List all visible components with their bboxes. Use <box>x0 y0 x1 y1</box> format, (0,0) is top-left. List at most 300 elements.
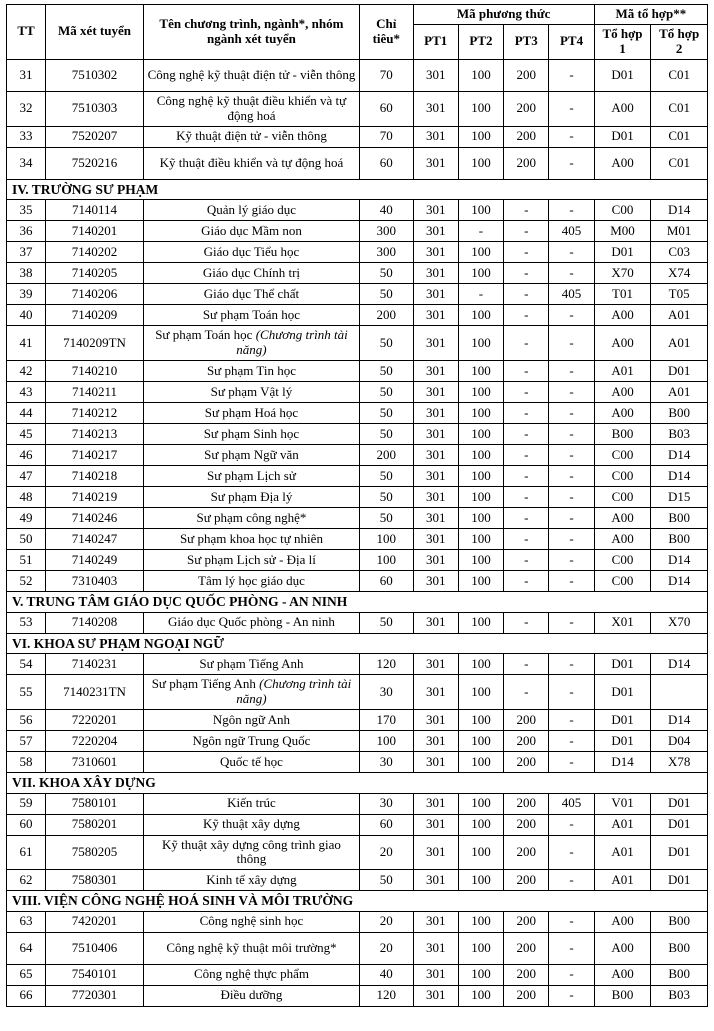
cell-tt: 59 <box>7 793 46 814</box>
cell-program: Giáo dục Tiểu học <box>143 242 359 263</box>
cell-quota: 30 <box>360 751 414 772</box>
table-row <box>7 147 708 179</box>
cell-combo1: B00 <box>594 985 651 1006</box>
cell-combo1: X01 <box>594 612 651 633</box>
cell-quota: 50 <box>360 508 414 529</box>
cell-tt: 39 <box>7 284 46 305</box>
cell-tt: 57 <box>7 730 46 751</box>
cell-code: 7140217 <box>46 445 144 466</box>
table-row <box>7 985 708 1006</box>
cell-program: Giáo dục Thể chất <box>143 284 359 305</box>
cell-pt1: 301 <box>413 709 458 730</box>
cell-tt: 38 <box>7 263 46 284</box>
cell-pt1: 301 <box>413 361 458 382</box>
header-row-1 <box>7 5 708 25</box>
cell-combo2: D01 <box>651 793 708 814</box>
cell-pt3: 200 <box>504 932 549 964</box>
cell-tt: 58 <box>7 751 46 772</box>
cell-program: Sư phạm Hoá học <box>143 403 359 424</box>
table-row <box>7 709 708 730</box>
table-row <box>7 529 708 550</box>
cell-pt3: - <box>504 675 549 710</box>
cell-quota: 200 <box>360 445 414 466</box>
cell-tt: 47 <box>7 466 46 487</box>
cell-tt: 50 <box>7 529 46 550</box>
table-row <box>7 730 708 751</box>
cell-combo2: M01 <box>651 221 708 242</box>
table-row <box>7 200 708 221</box>
cell-pt2: 100 <box>458 911 503 932</box>
cell-pt3: - <box>504 242 549 263</box>
cell-pt3: - <box>504 326 549 361</box>
cell-code: 7310403 <box>46 571 144 592</box>
cell-pt1: 301 <box>413 985 458 1006</box>
cell-code: 7140202 <box>46 242 144 263</box>
header-pt3: PT3 <box>504 24 549 59</box>
cell-combo2: D01 <box>651 870 708 891</box>
section-row <box>7 179 708 200</box>
cell-pt1: 301 <box>413 91 458 126</box>
cell-pt1: 301 <box>413 147 458 179</box>
cell-quota: 50 <box>360 326 414 361</box>
table-row <box>7 221 708 242</box>
cell-code: 7140201 <box>46 221 144 242</box>
cell-combo2: C01 <box>651 126 708 147</box>
cell-pt1: 301 <box>413 326 458 361</box>
cell-pt2: 100 <box>458 870 503 891</box>
table-header <box>7 5 708 60</box>
cell-tt: 62 <box>7 870 46 891</box>
cell-tt: 32 <box>7 91 46 126</box>
cell-tt: 36 <box>7 221 46 242</box>
cell-tt: 41 <box>7 326 46 361</box>
table-row <box>7 91 708 126</box>
cell-code: 7510302 <box>46 59 144 91</box>
cell-code: 7140213 <box>46 424 144 445</box>
cell-pt1: 301 <box>413 487 458 508</box>
cell-pt3: - <box>504 654 549 675</box>
cell-pt2: 100 <box>458 751 503 772</box>
table-body <box>7 59 708 1006</box>
header-pt4: PT4 <box>549 24 594 59</box>
cell-tt: 31 <box>7 59 46 91</box>
cell-pt2: - <box>458 221 503 242</box>
cell-combo1: C00 <box>594 550 651 571</box>
cell-quota: 70 <box>360 59 414 91</box>
cell-code: 7520216 <box>46 147 144 179</box>
cell-combo1: D01 <box>594 675 651 710</box>
cell-combo2: D15 <box>651 487 708 508</box>
cell-tt: 35 <box>7 200 46 221</box>
cell-pt1: 301 <box>413 911 458 932</box>
cell-pt1: 301 <box>413 242 458 263</box>
cell-pt3: - <box>504 263 549 284</box>
table-row <box>7 675 708 710</box>
cell-pt3: 200 <box>504 985 549 1006</box>
cell-pt3: 200 <box>504 793 549 814</box>
cell-quota: 170 <box>360 709 414 730</box>
cell-combo1: A00 <box>594 147 651 179</box>
cell-pt4: - <box>549 361 594 382</box>
cell-quota: 100 <box>360 550 414 571</box>
table-row <box>7 508 708 529</box>
cell-pt4: - <box>549 487 594 508</box>
header-program: Tên chương trình, ngành*, nhóm ngành xét tuyển <box>143 5 359 60</box>
table-row <box>7 612 708 633</box>
cell-pt4: - <box>549 326 594 361</box>
cell-combo2: B00 <box>651 403 708 424</box>
table-row <box>7 911 708 932</box>
cell-pt2: 100 <box>458 550 503 571</box>
cell-combo2 <box>651 675 708 710</box>
header-pt2: PT2 <box>458 24 503 59</box>
cell-combo2: X74 <box>651 263 708 284</box>
cell-quota: 60 <box>360 571 414 592</box>
cell-code: 7140209 <box>46 305 144 326</box>
header-method-group: Mã phương thức <box>413 5 594 25</box>
cell-tt: 54 <box>7 654 46 675</box>
table-row <box>7 126 708 147</box>
cell-pt3: 200 <box>504 751 549 772</box>
table-row <box>7 445 708 466</box>
cell-program: Công nghệ sinh học <box>143 911 359 932</box>
cell-pt2: 100 <box>458 964 503 985</box>
program-name: Sư phạm Toán học <box>155 327 256 343</box>
cell-pt3: - <box>504 466 549 487</box>
cell-program: Công nghệ kỹ thuật môi trường* <box>143 932 359 964</box>
cell-pt4: - <box>549 654 594 675</box>
cell-pt4: - <box>549 59 594 91</box>
cell-combo2: D14 <box>651 466 708 487</box>
section-row <box>7 772 708 793</box>
cell-combo1: D14 <box>594 751 651 772</box>
header-pt1: PT1 <box>413 24 458 59</box>
cell-quota: 40 <box>360 200 414 221</box>
cell-pt2: 100 <box>458 263 503 284</box>
cell-pt3: - <box>504 361 549 382</box>
cell-pt4: 405 <box>549 793 594 814</box>
cell-pt4: - <box>549 709 594 730</box>
cell-code: 7140211 <box>46 382 144 403</box>
cell-code: 7140210 <box>46 361 144 382</box>
cell-combo1: C00 <box>594 200 651 221</box>
table-row <box>7 835 708 870</box>
section-title: VII. KHOA XÂY DỰNG <box>7 772 708 793</box>
cell-pt3: 200 <box>504 147 549 179</box>
cell-code: 7420201 <box>46 911 144 932</box>
cell-tt: 45 <box>7 424 46 445</box>
cell-pt4: - <box>549 424 594 445</box>
cell-combo1: X70 <box>594 263 651 284</box>
cell-pt4: - <box>549 126 594 147</box>
cell-pt3: - <box>504 571 549 592</box>
cell-tt: 66 <box>7 985 46 1006</box>
cell-pt4: - <box>549 835 594 870</box>
cell-pt1: 301 <box>413 612 458 633</box>
cell-combo2: T05 <box>651 284 708 305</box>
cell-combo2: X70 <box>651 612 708 633</box>
cell-program: Công nghệ kỹ thuật điện tử - viễn thông <box>143 59 359 91</box>
cell-program: Ngôn ngữ Trung Quốc <box>143 730 359 751</box>
cell-program: Giáo dục Chính trị <box>143 263 359 284</box>
table-row <box>7 263 708 284</box>
cell-combo1: D01 <box>594 709 651 730</box>
cell-combo1: A00 <box>594 911 651 932</box>
cell-tt: 61 <box>7 835 46 870</box>
cell-combo1: D01 <box>594 126 651 147</box>
cell-pt3: - <box>504 445 549 466</box>
cell-combo1: A00 <box>594 305 651 326</box>
cell-code: 7140231 <box>46 654 144 675</box>
table-row <box>7 932 708 964</box>
cell-pt3: 200 <box>504 911 549 932</box>
cell-pt4: - <box>549 529 594 550</box>
cell-combo1: D01 <box>594 654 651 675</box>
cell-combo2: B03 <box>651 424 708 445</box>
cell-pt2: 100 <box>458 200 503 221</box>
cell-combo1: C00 <box>594 445 651 466</box>
cell-pt3: - <box>504 487 549 508</box>
cell-combo2: D14 <box>651 571 708 592</box>
cell-quota: 120 <box>360 985 414 1006</box>
table-row <box>7 870 708 891</box>
cell-program: Sư phạm công nghệ* <box>143 508 359 529</box>
cell-pt3: - <box>504 424 549 445</box>
cell-pt3: - <box>504 612 549 633</box>
cell-pt4: - <box>549 612 594 633</box>
cell-pt1: 301 <box>413 284 458 305</box>
section-title: VIII. VIỆN CÔNG NGHỆ HOÁ SINH VÀ MÔI TRƯỜNG <box>7 891 708 912</box>
cell-code: 7580201 <box>46 814 144 835</box>
cell-program: Quốc tế học <box>143 751 359 772</box>
cell-program: Sư phạm Tin học <box>143 361 359 382</box>
cell-pt1: 301 <box>413 870 458 891</box>
cell-quota: 300 <box>360 221 414 242</box>
cell-pt2: 100 <box>458 466 503 487</box>
cell-program: Công nghệ kỹ thuật điều khiển và tự động hoá <box>143 91 359 126</box>
cell-combo2: C03 <box>651 242 708 263</box>
section-title: VI. KHOA SƯ PHẠM NGOẠI NGỮ <box>7 633 708 654</box>
table-row <box>7 326 708 361</box>
cell-pt4: - <box>549 571 594 592</box>
cell-tt: 46 <box>7 445 46 466</box>
cell-quota: 50 <box>360 382 414 403</box>
section-title: V. TRUNG TÂM GIÁO DỤC QUỐC PHÒNG - AN NINH <box>7 592 708 613</box>
cell-pt3: - <box>504 403 549 424</box>
cell-pt2: 100 <box>458 508 503 529</box>
cell-combo1: A00 <box>594 964 651 985</box>
cell-pt3: 200 <box>504 730 549 751</box>
cell-tt: 63 <box>7 911 46 932</box>
cell-quota: 50 <box>360 424 414 445</box>
cell-tt: 55 <box>7 675 46 710</box>
cell-program: Công nghệ thực phẩm <box>143 964 359 985</box>
cell-pt1: 301 <box>413 508 458 529</box>
cell-tt: 51 <box>7 550 46 571</box>
cell-pt4: - <box>549 200 594 221</box>
cell-tt: 56 <box>7 709 46 730</box>
cell-combo1: C00 <box>594 487 651 508</box>
cell-quota: 50 <box>360 284 414 305</box>
cell-quota: 50 <box>360 870 414 891</box>
cell-pt1: 301 <box>413 466 458 487</box>
cell-combo2: B00 <box>651 529 708 550</box>
table-row <box>7 466 708 487</box>
section-row <box>7 592 708 613</box>
cell-pt1: 301 <box>413 263 458 284</box>
cell-pt3: 200 <box>504 835 549 870</box>
header-combo1: Tổ hợp 1 <box>594 24 651 59</box>
cell-code: 7540101 <box>46 964 144 985</box>
cell-combo1: B00 <box>594 424 651 445</box>
cell-combo2: X78 <box>651 751 708 772</box>
header-quota: Chỉ tiêu* <box>360 5 414 60</box>
cell-pt3: 200 <box>504 814 549 835</box>
table-row <box>7 654 708 675</box>
cell-combo1: D01 <box>594 242 651 263</box>
table-row <box>7 751 708 772</box>
cell-pt3: 200 <box>504 709 549 730</box>
cell-combo2: D04 <box>651 730 708 751</box>
cell-pt2: 100 <box>458 91 503 126</box>
cell-pt4: - <box>549 466 594 487</box>
cell-code: 7140247 <box>46 529 144 550</box>
cell-code: 7140219 <box>46 487 144 508</box>
cell-combo1: A00 <box>594 508 651 529</box>
cell-program: Sư phạm Tiếng Anh <box>143 654 359 675</box>
cell-combo2: D14 <box>651 445 708 466</box>
cell-quota: 50 <box>360 466 414 487</box>
cell-pt3: - <box>504 550 549 571</box>
table-row <box>7 361 708 382</box>
cell-combo1: A01 <box>594 870 651 891</box>
cell-pt1: 301 <box>413 126 458 147</box>
cell-combo1: D01 <box>594 59 651 91</box>
cell-pt2: 100 <box>458 612 503 633</box>
cell-pt1: 301 <box>413 932 458 964</box>
cell-combo2: D01 <box>651 835 708 870</box>
cell-code: 7510406 <box>46 932 144 964</box>
cell-combo1: C00 <box>594 571 651 592</box>
cell-pt2: 100 <box>458 305 503 326</box>
cell-program: Kiến trúc <box>143 793 359 814</box>
cell-pt2: 100 <box>458 126 503 147</box>
cell-quota: 200 <box>360 305 414 326</box>
cell-pt4: - <box>549 550 594 571</box>
cell-program: Tâm lý học giáo dục <box>143 571 359 592</box>
cell-program: Sư phạm Địa lý <box>143 487 359 508</box>
cell-pt3: - <box>504 529 549 550</box>
cell-code: 7140208 <box>46 612 144 633</box>
cell-pt1: 301 <box>413 59 458 91</box>
cell-combo1: A00 <box>594 529 651 550</box>
cell-code: 7310601 <box>46 751 144 772</box>
cell-pt1: 301 <box>413 964 458 985</box>
cell-pt2: 100 <box>458 814 503 835</box>
cell-program: Kỹ thuật điều khiển và tự động hoá <box>143 147 359 179</box>
cell-quota: 20 <box>360 932 414 964</box>
cell-program <box>143 326 359 361</box>
cell-pt4: - <box>549 870 594 891</box>
cell-program: Kỹ thuật điện tử - viễn thông <box>143 126 359 147</box>
cell-pt3: - <box>504 284 549 305</box>
cell-pt4: - <box>549 730 594 751</box>
cell-quota: 50 <box>360 263 414 284</box>
cell-tt: 40 <box>7 305 46 326</box>
cell-quota: 50 <box>360 403 414 424</box>
cell-pt4: - <box>549 263 594 284</box>
cell-combo2: C01 <box>651 59 708 91</box>
cell-program: Giáo dục Mầm non <box>143 221 359 242</box>
cell-tt: 64 <box>7 932 46 964</box>
cell-pt1: 301 <box>413 550 458 571</box>
cell-quota: 50 <box>360 487 414 508</box>
cell-pt4: - <box>549 675 594 710</box>
cell-pt4: - <box>549 985 594 1006</box>
program-name: Sư phạm Tiếng Anh <box>151 676 260 692</box>
cell-pt2: 100 <box>458 361 503 382</box>
cell-quota: 300 <box>360 242 414 263</box>
cell-tt: 52 <box>7 571 46 592</box>
cell-quota: 20 <box>360 911 414 932</box>
cell-pt4: - <box>549 403 594 424</box>
cell-tt: 37 <box>7 242 46 263</box>
cell-code: 7140206 <box>46 284 144 305</box>
cell-pt1: 301 <box>413 751 458 772</box>
table-row <box>7 305 708 326</box>
cell-pt2: 100 <box>458 835 503 870</box>
cell-pt3: 200 <box>504 870 549 891</box>
cell-pt2: 100 <box>458 424 503 445</box>
cell-code: 7720301 <box>46 985 144 1006</box>
cell-pt4: 405 <box>549 284 594 305</box>
cell-code: 7510303 <box>46 91 144 126</box>
cell-pt2: 100 <box>458 730 503 751</box>
cell-quota: 50 <box>360 361 414 382</box>
cell-code: 7140249 <box>46 550 144 571</box>
cell-code: 7580205 <box>46 835 144 870</box>
cell-code: 7140246 <box>46 508 144 529</box>
cell-combo1: A00 <box>594 91 651 126</box>
cell-tt: 65 <box>7 964 46 985</box>
cell-pt1: 301 <box>413 730 458 751</box>
cell-combo1: M00 <box>594 221 651 242</box>
cell-combo1: A00 <box>594 403 651 424</box>
cell-combo2: C01 <box>651 147 708 179</box>
cell-pt2: 100 <box>458 571 503 592</box>
cell-pt4: - <box>549 751 594 772</box>
cell-program: Ngôn ngữ Anh <box>143 709 359 730</box>
cell-combo1: A01 <box>594 835 651 870</box>
cell-quota: 100 <box>360 529 414 550</box>
table-row <box>7 59 708 91</box>
cell-program <box>143 675 359 710</box>
cell-pt1: 301 <box>413 305 458 326</box>
section-title: IV. TRƯỜNG SƯ PHẠM <box>7 179 708 200</box>
cell-pt4: - <box>549 814 594 835</box>
cell-pt1: 301 <box>413 382 458 403</box>
cell-code: 7520207 <box>46 126 144 147</box>
cell-combo2: B03 <box>651 985 708 1006</box>
cell-pt4: - <box>549 964 594 985</box>
cell-pt4: - <box>549 911 594 932</box>
program-name-note: (Chương trình tài năng) <box>236 327 348 358</box>
cell-combo1: A00 <box>594 326 651 361</box>
cell-combo2: B00 <box>651 932 708 964</box>
cell-combo2: C01 <box>651 91 708 126</box>
cell-combo2: D01 <box>651 361 708 382</box>
cell-tt: 44 <box>7 403 46 424</box>
